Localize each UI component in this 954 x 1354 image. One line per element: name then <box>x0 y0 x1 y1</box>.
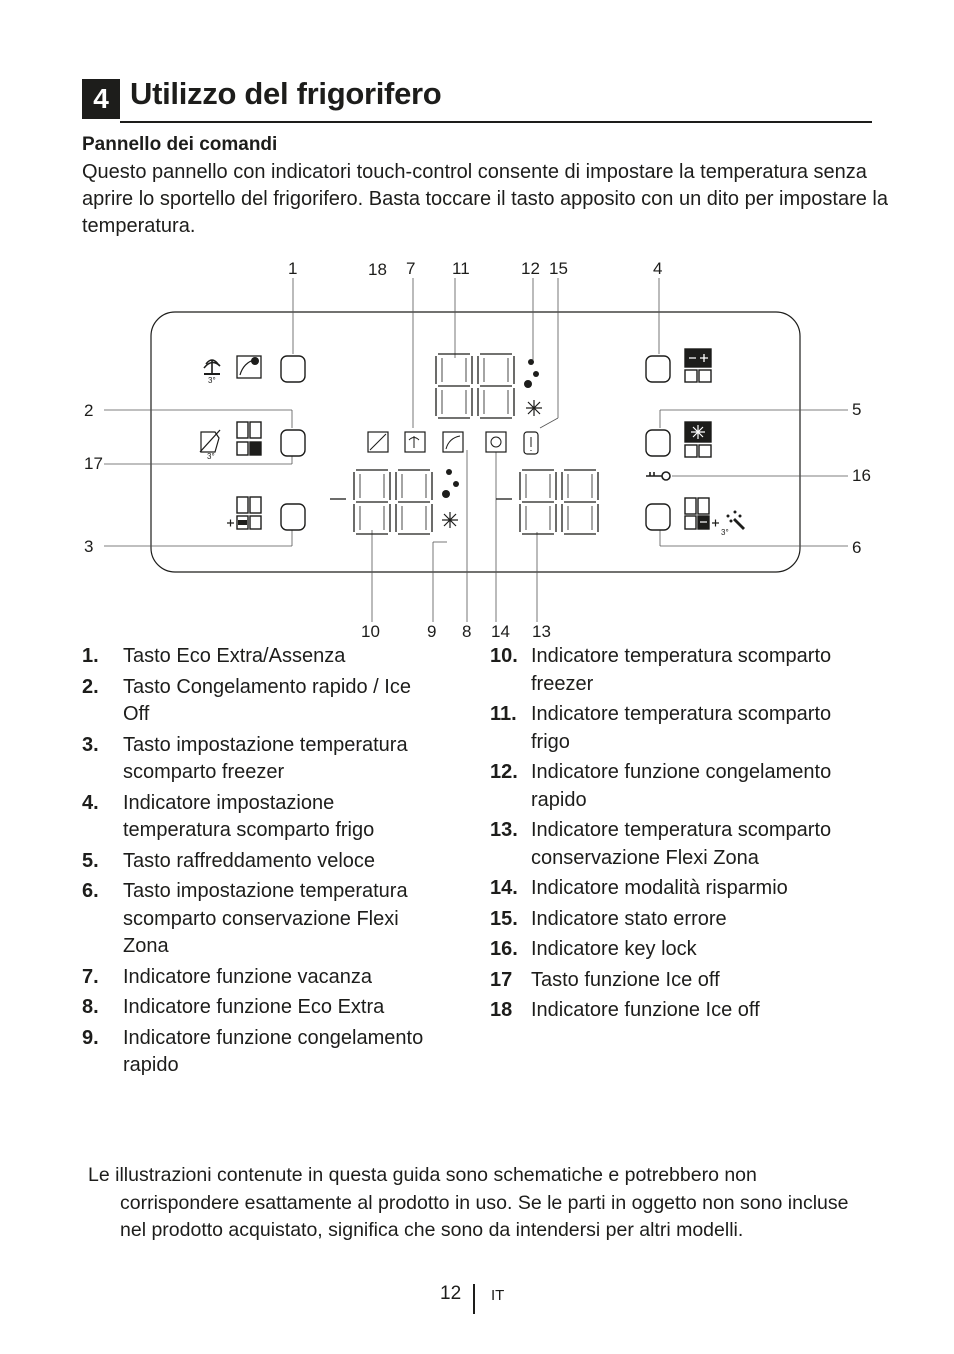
legend-item-number: 17 <box>490 968 513 991</box>
flexi-zone-temperature-display <box>496 470 598 534</box>
freezer-temperature-display <box>330 470 432 534</box>
callout-8: 8 <box>462 622 472 641</box>
section-title: Utilizzo del frigorifero <box>130 76 442 111</box>
legend-item-number: 18 <box>490 999 513 1021</box>
legend-item-text: Indicatore funzione congelamento rapido <box>123 1026 424 1076</box>
legend-item-number: 1. <box>82 645 99 667</box>
callout-18: 18 <box>368 260 387 279</box>
callout-12: 12 <box>521 259 540 278</box>
legend-item-text: Tasto funzione Ice off <box>531 968 720 991</box>
svg-text:3°: 3° <box>721 528 729 537</box>
legend-item <box>490 906 870 934</box>
legend-item-text: Tasto raffreddamento veloce <box>123 849 376 872</box>
illustration-note-rest: corrispondere esattamente al prodotto in uso. Se le parti in oggetto non sono incluse nel prodotto acquistato, significa che sono da intendersi per altri modelli. <box>120 1191 849 1241</box>
callout-3: 3 <box>84 537 94 556</box>
legend-item-number: 8. <box>82 996 99 1018</box>
legend-item-text: Tasto Congelamento rapido / Ice Off <box>123 675 411 725</box>
callout-10: 10 <box>361 622 380 641</box>
legend-item-text: Indicatore temperatura scomparto conservazione Flexi Zona <box>531 819 832 869</box>
legend-item-text: Indicatore funzione Ice off <box>531 999 760 1021</box>
callout-4: 4 <box>653 259 663 278</box>
legend-item-text: Indicatore funzione vacanza <box>123 965 373 988</box>
legend-item <box>490 936 870 964</box>
intro-heading: Pannello dei comandi <box>82 134 278 155</box>
rapid-freeze-ice-off-button[interactable] <box>281 430 305 456</box>
legend-item <box>82 994 432 1022</box>
legend-item-number: 7. <box>82 965 99 988</box>
quick-cool-grid-icon <box>685 422 711 457</box>
legend-item <box>82 674 432 729</box>
legend-item-number: 5. <box>82 849 99 872</box>
flexi-zone-grid-icon <box>685 498 719 529</box>
callout-15: 15 <box>549 259 568 278</box>
legend-item <box>490 997 870 1025</box>
vacation-icon <box>204 360 220 385</box>
intro-paragraph: Questo pannello con indicatori touch-control consente di impostare la temperatura senza aprire lo sportello del frigorifero. Basta toccare il tasto apposito con un dito per impostare la temperatura. <box>82 161 888 237</box>
freezer-temp-button[interactable] <box>281 504 305 530</box>
legend-item-text: Indicatore temperatura scomparto frigo <box>531 703 832 753</box>
flexi-zone-temp-button[interactable] <box>646 504 670 530</box>
legend-item-number: 6. <box>82 880 99 902</box>
legend-item-text: Indicatore funzione Eco Extra <box>123 996 385 1018</box>
svg-text:3°: 3° <box>207 452 215 461</box>
economy-mode-indicator <box>486 432 506 452</box>
legend-item-number: 14. <box>490 877 518 899</box>
legend-item-number: 2. <box>82 675 99 698</box>
legend-list-left <box>82 643 432 1083</box>
legend-list-right <box>490 643 870 1028</box>
quick-cool-button[interactable] <box>646 430 670 456</box>
fridge-temperature-display <box>436 354 514 418</box>
callout-14: 14 <box>491 622 510 641</box>
legend-item <box>490 643 870 698</box>
callout-2: 2 <box>84 401 94 420</box>
page-separator <box>473 1284 475 1314</box>
legend-item <box>490 875 870 903</box>
legend-item-number: 16. <box>490 938 518 960</box>
legend-item-text: Tasto impostazione temperatura scomparto freezer <box>123 733 408 783</box>
legend-item-text: Indicatore funzione congelamento rapido <box>531 761 832 811</box>
callout-1: 1 <box>288 259 298 278</box>
callout-5: 5 <box>852 400 862 419</box>
page-number: 12 <box>440 1283 462 1304</box>
legend-item-text: Indicatore key lock <box>531 938 697 960</box>
legend-item-text: Indicatore temperatura scomparto freezer <box>531 645 832 695</box>
svg-text:3°: 3° <box>208 376 216 385</box>
legend-item-text: Tasto Eco Extra/Assenza <box>123 645 346 667</box>
fridge-setting-grid-icon <box>685 349 711 382</box>
legend-item <box>490 759 870 814</box>
control-panel-diagram <box>0 250 954 650</box>
legend-item-number: 12. <box>490 761 518 783</box>
legend-item <box>82 1025 432 1080</box>
legend-item <box>82 848 432 876</box>
legend-item-number: 9. <box>82 1026 99 1049</box>
legend-item-number: 4. <box>82 791 99 814</box>
rapid-freeze-icon <box>200 430 220 461</box>
legend-item-number: 13. <box>490 819 518 841</box>
vacation-indicator <box>405 432 425 452</box>
illustration-note <box>88 1162 878 1245</box>
legend-item-text: Indicatore impostazione temperatura scomparto frigo <box>123 791 375 841</box>
legend-item <box>490 701 870 756</box>
legend-item <box>490 817 870 872</box>
callout-9: 9 <box>427 622 437 641</box>
legend-item <box>82 732 432 787</box>
legend-item-text: Indicatore stato errore <box>531 907 727 930</box>
legend-item-number: 3. <box>82 733 99 756</box>
callout-17: 17 <box>84 454 103 473</box>
illustration-note-first: Le illustrazioni contenute in questa guida sono schematiche e potrebbero non <box>88 1164 757 1186</box>
section-title-rule <box>120 121 872 123</box>
legend-item-text: Tasto impostazione temperatura scomparto conservazione Flexi Zona <box>123 880 408 957</box>
callout-13: 13 <box>532 622 551 641</box>
freezer-minus-grid-icon <box>227 497 261 529</box>
legend-item-number: 15. <box>490 907 518 930</box>
legend-item-number: 10. <box>490 645 518 667</box>
legend-item-number: 11. <box>490 703 517 725</box>
callout-16: 16 <box>852 466 871 485</box>
callout-11: 11 <box>452 259 470 278</box>
flexi-sparkle-icon <box>721 511 745 538</box>
legend-item <box>490 967 870 995</box>
legend-item <box>82 643 432 671</box>
legend-item-text: Indicatore modalità risparmio <box>531 877 788 899</box>
freezer-rapid-freeze-snowflake-icons <box>442 469 459 528</box>
page-language: IT <box>491 1287 505 1304</box>
eco-extra-vacation-button[interactable] <box>281 356 305 382</box>
legend-item <box>82 964 432 992</box>
fridge-freezer-grid-icon <box>237 422 261 455</box>
fridge-temp-button[interactable] <box>646 356 670 382</box>
key-lock-icon <box>646 472 670 480</box>
callout-7: 7 <box>406 259 416 278</box>
eco-extra-icon <box>237 356 261 378</box>
fridge-rapid-freeze-snowflake-icons <box>524 359 542 416</box>
legend-item <box>82 878 432 961</box>
legend-item <box>82 790 432 845</box>
section-number-badge: 4 <box>82 79 120 119</box>
callout-6: 6 <box>852 538 862 557</box>
